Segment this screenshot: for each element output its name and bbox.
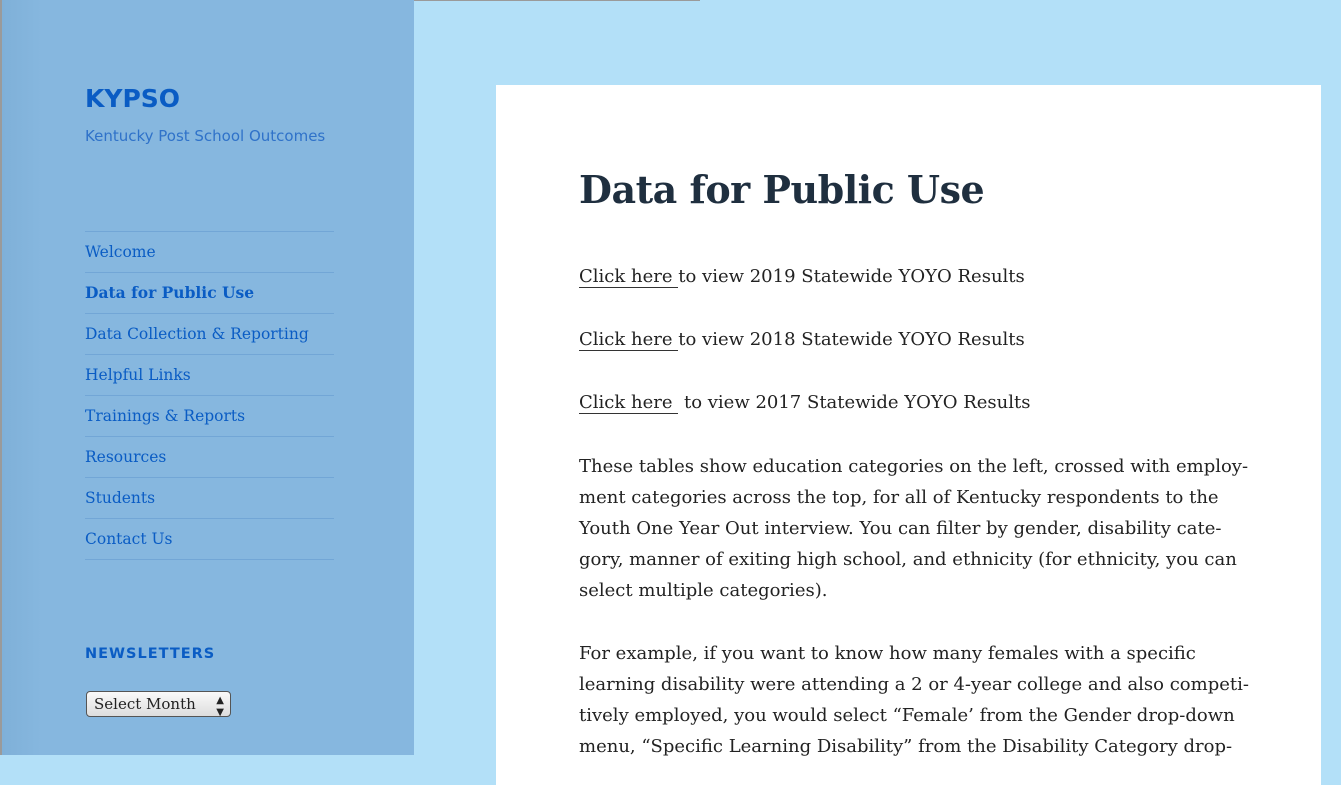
- content-card: [496, 85, 1321, 785]
- example-paragraph: [579, 638, 1279, 762]
- text-line: tively employed, you would select “Female’ from the Gender drop-down: [579, 705, 1235, 726]
- text-line: select multiple categories).: [579, 580, 828, 601]
- nav-item-helpful-links[interactable]: Helpful Links: [85, 355, 334, 396]
- nav-item-trainings-reports[interactable]: Trainings & Reports: [85, 396, 334, 437]
- link-description: to view 2018 Statewide YOYO Results: [678, 329, 1025, 350]
- link-description: to view 2017 Statewide YOYO Results: [678, 392, 1031, 413]
- nav-item-resources[interactable]: Resources: [85, 437, 334, 478]
- text-line: Youth One Year Out interview. You can filter by gender, disability cate-: [579, 518, 1222, 539]
- nav-item-welcome[interactable]: Welcome: [85, 232, 334, 273]
- text-line: ment categories across the top, for all of Kentucky respondents to the: [579, 487, 1219, 508]
- newsletters-heading: NEWSLETTERS: [85, 646, 216, 662]
- site-title[interactable]: KYPSO: [85, 84, 181, 113]
- results-2019-line: [579, 266, 1025, 287]
- click-here-2017-link[interactable]: Click here: [579, 392, 679, 413]
- text-line: These tables show education categories on the left, crossed with employ-: [579, 456, 1249, 477]
- results-2018-line: [579, 329, 1025, 350]
- nav-item-data-for-public-use[interactable]: Data for Public Use: [85, 273, 334, 314]
- nav-item-data-collection[interactable]: Data Collection & Reporting: [85, 314, 334, 355]
- nav-item-students[interactable]: Students: [85, 478, 334, 519]
- link-description: to view 2019 Statewide YOYO Results: [678, 266, 1025, 287]
- text-line: menu, “Specific Learning Disability” from the Disability Category drop-: [579, 736, 1233, 757]
- site-tagline: Kentucky Post School Outcomes: [85, 127, 326, 145]
- text-line: gory, manner of exiting high school, and ethnicity (for ethnicity, you can: [579, 549, 1237, 570]
- sidebar: [0, 0, 414, 755]
- select-value: Select Month: [94, 695, 196, 713]
- nav-item-contact-us[interactable]: Contact Us: [85, 519, 334, 560]
- newsletter-month-select[interactable]: [86, 691, 231, 717]
- click-here-2018-link[interactable]: Click here: [579, 329, 679, 350]
- intro-paragraph: [579, 451, 1279, 606]
- updown-arrows-icon: ▲ ▼: [216, 695, 224, 718]
- click-here-2019-link[interactable]: Click here: [579, 266, 679, 287]
- main-nav: [85, 231, 334, 560]
- text-line: learning disability were attending a 2 or 4-year college and also competi-: [579, 674, 1249, 695]
- results-2017-line: [579, 392, 1031, 413]
- text-line: For example, if you want to know how many females with a specific: [579, 643, 1196, 664]
- page-title: Data for Public Use: [579, 167, 985, 212]
